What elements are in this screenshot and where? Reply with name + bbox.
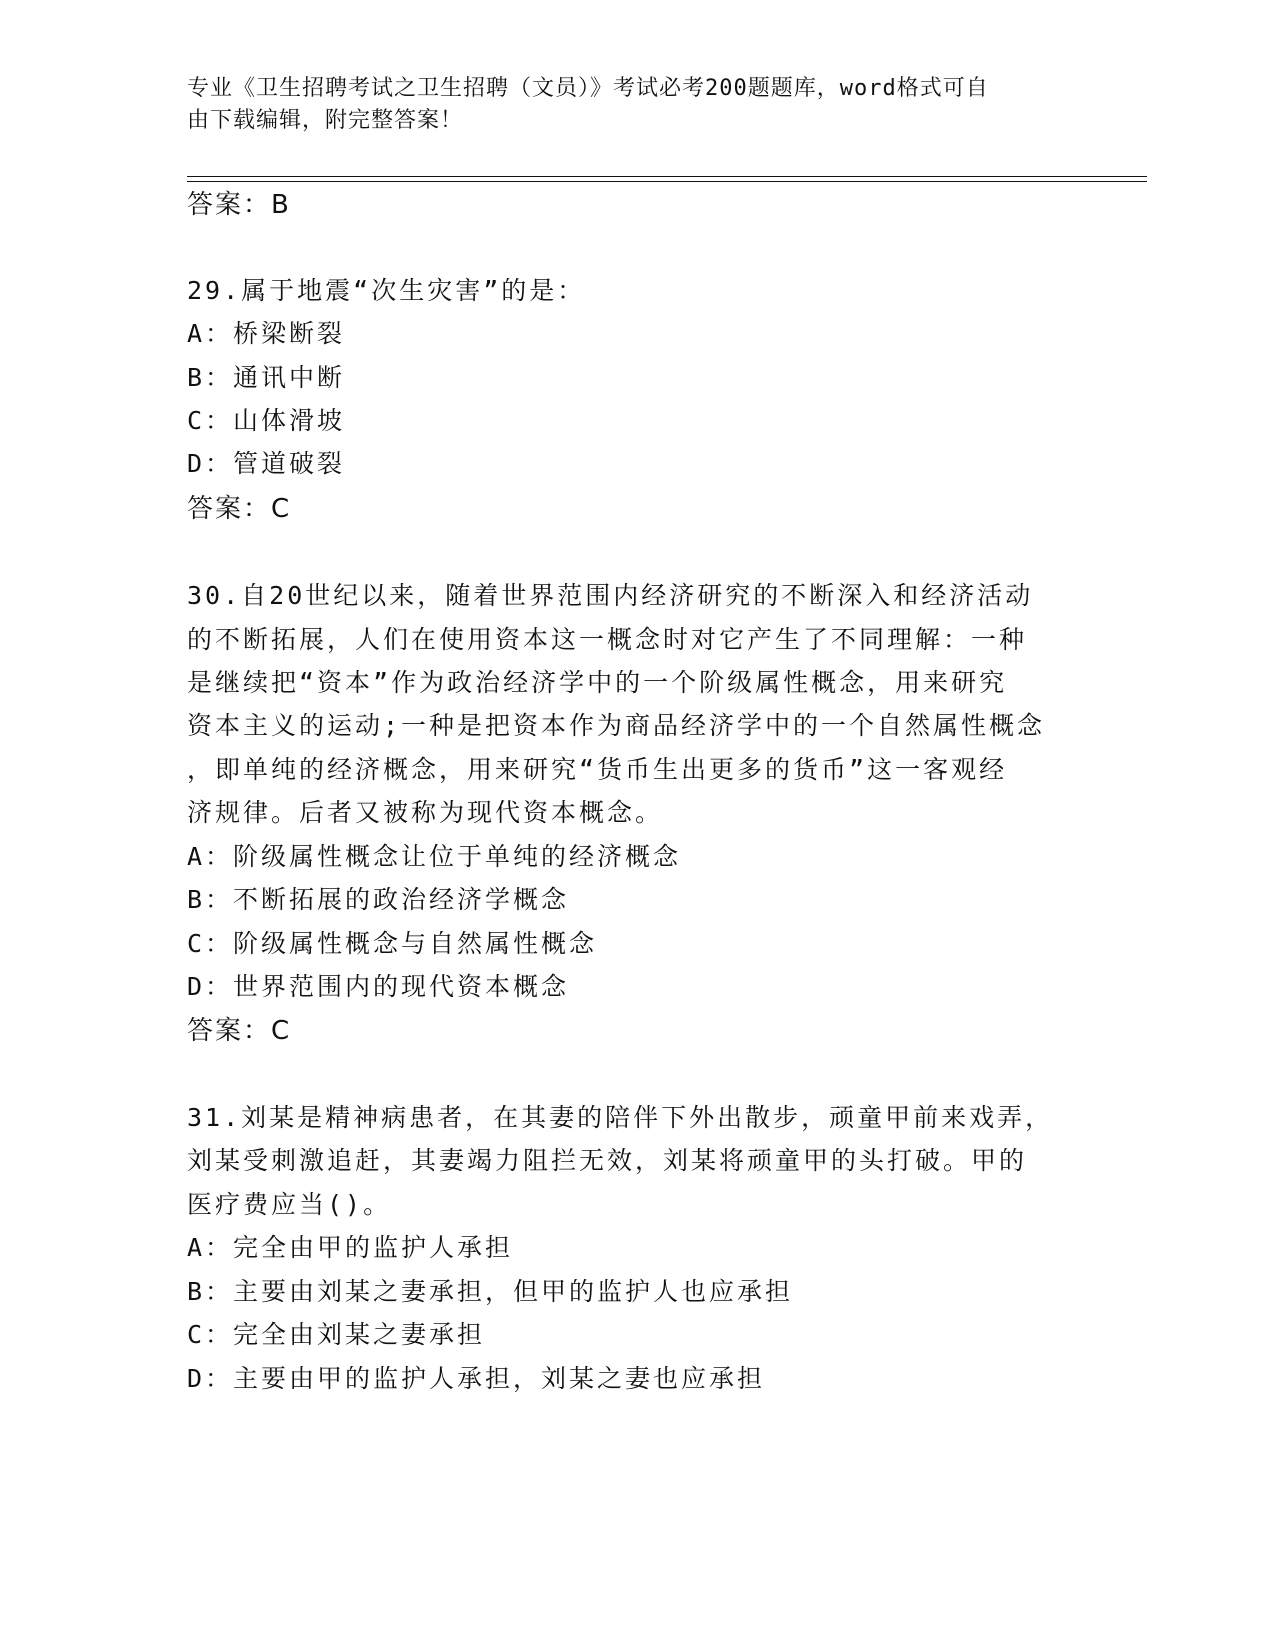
question-stem-line: 30.自20世纪以来，随着世界范围内经济研究的不断深入和经济活动 xyxy=(187,581,1034,610)
question-stem-line: 济规律。后者又被称为现代资本概念。 xyxy=(187,798,664,827)
option-b: B：不断拓展的政治经济学概念 xyxy=(187,885,570,914)
question-stem-line: 的不断拓展，人们在使用资本这一概念时对它产生了不同理解：一种 xyxy=(187,625,1028,654)
previous-answer: 答案：B xyxy=(187,190,291,220)
option-b: B：通讯中断 xyxy=(187,363,346,392)
option-c: C：阶级属性概念与自然属性概念 xyxy=(187,929,598,958)
option-a: A：桥梁断裂 xyxy=(187,319,346,348)
option-d: D：世界范围内的现代资本概念 xyxy=(187,972,570,1001)
option-b: B：主要由刘某之妻承担，但甲的监护人也应承担 xyxy=(187,1277,794,1306)
option-d: D：主要由甲的监护人承担，刘某之妻也应承担 xyxy=(187,1364,766,1393)
question-stem-line: ，即单纯的经济概念，用来研究“货币生出更多的货币”这一客观经 xyxy=(187,755,1008,784)
question-stem-line: 是继续把“资本”作为政治经济学中的一个阶级属性概念，用来研究 xyxy=(187,668,1008,697)
option-c: C：完全由刘某之妻承担 xyxy=(187,1320,486,1349)
option-a: A：完全由甲的监护人承担 xyxy=(187,1233,514,1262)
question-stem-line: 29.属于地震“次生灾害”的是： xyxy=(187,276,586,305)
answer: 答案：C xyxy=(187,494,292,524)
header-text-line-1: 专业《卫生招聘考试之卫生招聘（文员）》考试必考200题题库，word格式可自 xyxy=(187,76,989,101)
option-d: D：管道破裂 xyxy=(187,449,346,478)
option-c: C：山体滑坡 xyxy=(187,406,346,435)
header-divider-top xyxy=(187,176,1147,177)
question-stem-line: 资本主义的运动;一种是把资本作为商品经济学中的一个自然属性概念 xyxy=(187,711,1046,740)
question-stem-line: 刘某受刺激追赶，其妻竭力阻拦无效，刘某将顽童甲的头打破。甲的 xyxy=(187,1146,1028,1175)
header-text-line-2: 由下载编辑，附完整答案！ xyxy=(187,108,464,133)
question-stem-line: 31.刘某是精神病患者，在其妻的陪伴下外出散步，顽童甲前来戏弄， xyxy=(187,1103,1054,1132)
question-stem-line: 医疗费应当()。 xyxy=(187,1190,392,1219)
option-a: A：阶级属性概念让位于单纯的经济概念 xyxy=(187,842,682,871)
header-divider-bottom xyxy=(187,181,1147,182)
answer: 答案：C xyxy=(187,1016,292,1046)
